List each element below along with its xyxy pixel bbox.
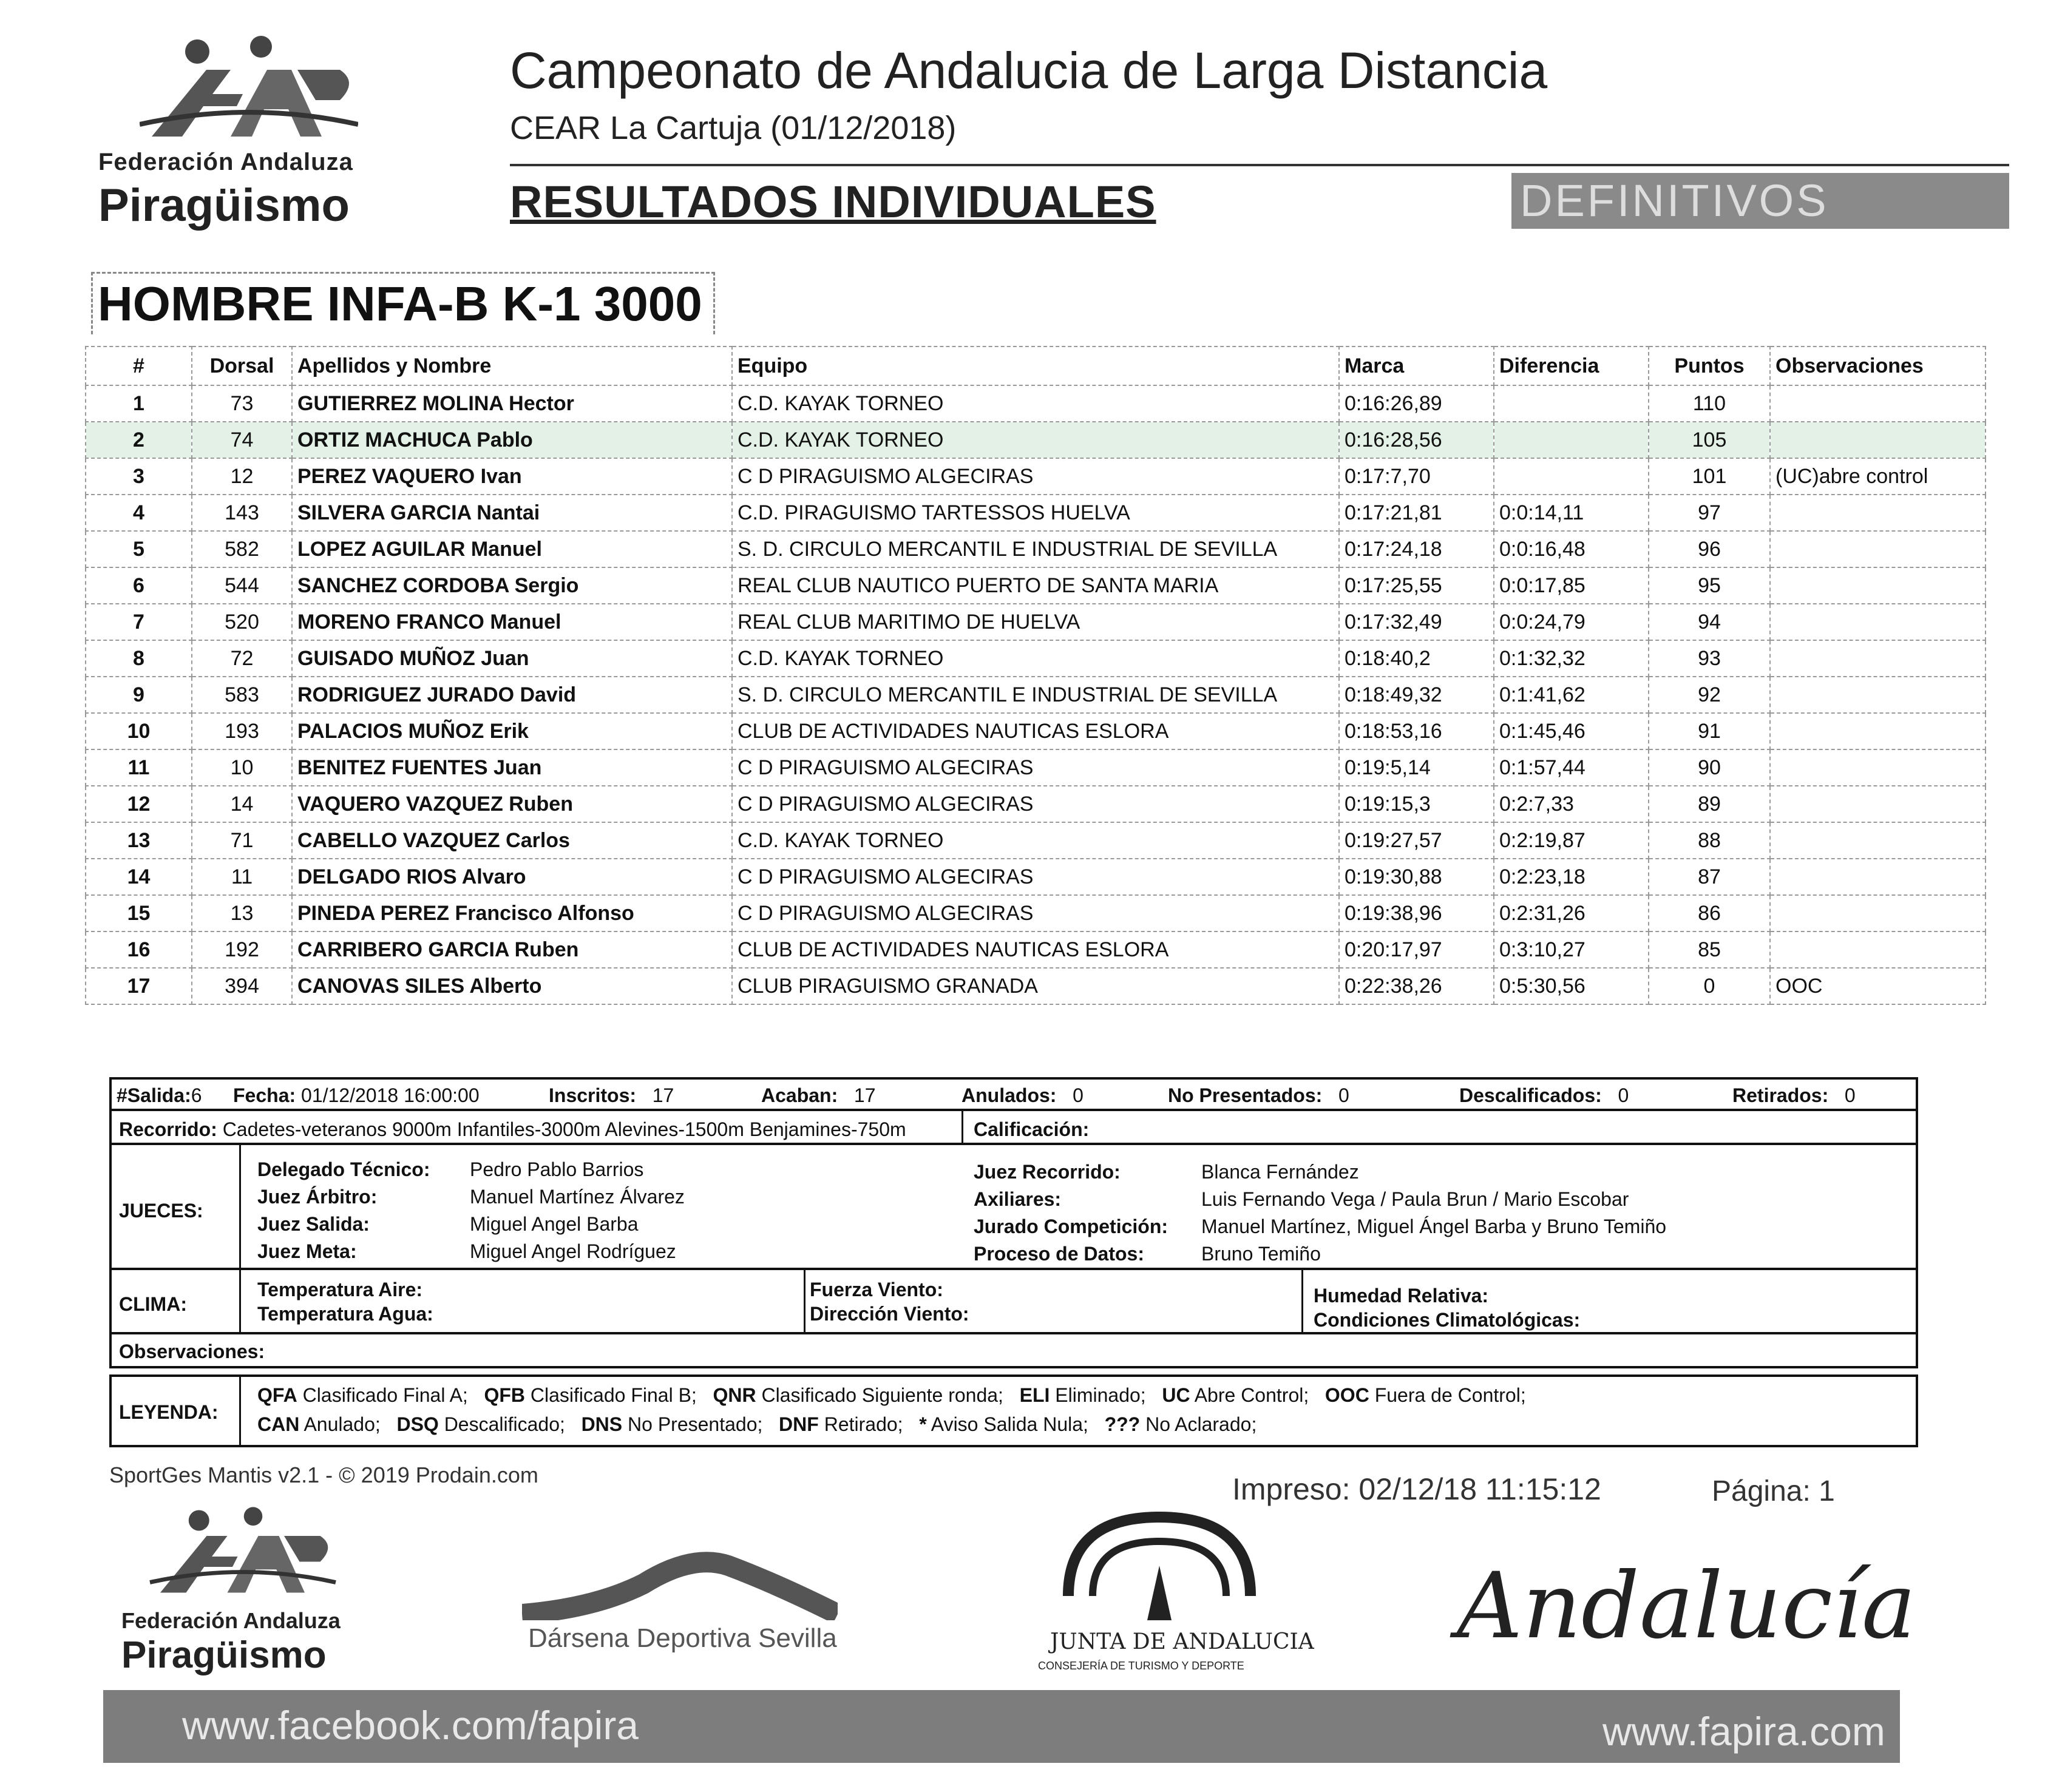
cell-points: 90 <box>1649 749 1770 786</box>
cell-name: SILVERA GARCIA Nantai <box>292 495 732 531</box>
direccion-viento-label: Dirección Viento: <box>810 1303 969 1325</box>
fap-logo <box>91 33 407 234</box>
legend-code-dns: DNS <box>581 1413 623 1435</box>
cell-points: 94 <box>1649 604 1770 640</box>
cell-name: PEREZ VAQUERO Ivan <box>292 458 732 495</box>
legend-desc-asterisk: Aviso Salida Nula; <box>931 1413 1088 1435</box>
col-header-name: Apellidos y Nombre <box>292 347 732 385</box>
fap-logo-footer-mark <box>146 1505 340 1608</box>
recorrido-box <box>109 1109 1918 1145</box>
cell-name: GUTIERREZ MOLINA Hector <box>292 385 732 422</box>
inscritos-label: Inscritos: <box>549 1084 637 1106</box>
junta-consejeria-text: CONSEJERÍA DE TURISMO Y DEPORTE <box>1038 1660 1244 1672</box>
table-row <box>86 895 1986 932</box>
cell-time: 0:17:25,55 <box>1339 567 1494 604</box>
printed-timestamp: Impreso: 02/12/18 11:15:12 <box>1232 1472 1601 1506</box>
footer-logo-federacion-text: Federación Andaluza <box>121 1608 341 1633</box>
cell-time: 0:17:21,81 <box>1339 495 1494 531</box>
legend-code-dsq: DSQ <box>396 1413 439 1435</box>
legend-desc-qnr: Clasificado Siguiente ronda; <box>761 1384 1003 1406</box>
cell-position: 3 <box>86 458 192 495</box>
retirados-label: Retirados: <box>1732 1084 1829 1106</box>
cell-team: CLUB DE ACTIVIDADES NAUTICAS ESLORA <box>732 713 1339 749</box>
cell-points: 89 <box>1649 786 1770 822</box>
juez-meta-value: Miguel Angel Rodríguez <box>470 1240 676 1262</box>
table-row <box>86 531 1986 567</box>
table-row <box>86 749 1986 786</box>
page-number: Página: 1 <box>1712 1475 1835 1507</box>
cell-dorsal: 73 <box>192 385 292 422</box>
cell-observations <box>1770 531 1986 567</box>
cell-difference: 0:0:14,11 <box>1494 495 1649 531</box>
cell-dorsal: 394 <box>192 968 292 1004</box>
cell-name: LOPEZ AGUILAR Manuel <box>292 531 732 567</box>
legend-code-asterisk: * <box>919 1413 927 1435</box>
cell-points: 110 <box>1649 385 1770 422</box>
table-row <box>86 604 1986 640</box>
cell-observations <box>1770 385 1986 422</box>
legend-desc-uc: Abre Control; <box>1194 1384 1309 1406</box>
cell-difference: 0:0:24,79 <box>1494 604 1649 640</box>
cell-team: C D PIRAGUISMO ALGECIRAS <box>732 458 1339 495</box>
cell-observations <box>1770 713 1986 749</box>
darsena-logo <box>522 1541 838 1663</box>
retirados-value: 0 <box>1844 1084 1856 1106</box>
cell-observations <box>1770 786 1986 822</box>
cell-team: CLUB DE ACTIVIDADES NAUTICAS ESLORA <box>732 932 1339 968</box>
cell-position: 5 <box>86 531 192 567</box>
clima-divider-2 <box>804 1270 805 1334</box>
cell-position: 15 <box>86 895 192 932</box>
table-row <box>86 495 1986 531</box>
no-presentados-value: 0 <box>1338 1084 1349 1106</box>
cell-position: 10 <box>86 713 192 749</box>
legend-code-qnr: QNR <box>713 1384 756 1406</box>
clima-box <box>109 1268 1918 1334</box>
cell-difference: 0:2:7,33 <box>1494 786 1649 822</box>
cell-team: C D PIRAGUISMO ALGECIRAS <box>732 895 1339 932</box>
cell-dorsal: 10 <box>192 749 292 786</box>
acaban-label: Acaban: <box>761 1084 838 1106</box>
category-title: HOMBRE INFA-B K-1 3000 <box>91 272 715 334</box>
cell-points: 86 <box>1649 895 1770 932</box>
cell-dorsal: 13 <box>192 895 292 932</box>
cell-difference: 0:2:23,18 <box>1494 859 1649 895</box>
facebook-link[interactable]: www.facebook.com/fapira <box>182 1703 639 1748</box>
legend-desc-eli: Eliminado; <box>1055 1384 1146 1406</box>
cell-points: 91 <box>1649 713 1770 749</box>
cell-name: MORENO FRANCO Manuel <box>292 604 732 640</box>
junta-name-text: JUNTA DE ANDALUCIA <box>1050 1629 1314 1654</box>
leyenda-line-2 <box>257 1413 1257 1436</box>
cell-dorsal: 582 <box>192 531 292 567</box>
cell-position: 14 <box>86 859 192 895</box>
cell-dorsal: 72 <box>192 640 292 677</box>
cell-points: 105 <box>1649 422 1770 458</box>
cell-team: C D PIRAGUISMO ALGECIRAS <box>732 749 1339 786</box>
results-heading: RESULTADOS INDIVIDUALES <box>510 177 1156 227</box>
cell-name: DELGADO RIOS Alvaro <box>292 859 732 895</box>
cell-points: 97 <box>1649 495 1770 531</box>
cell-points: 0 <box>1649 968 1770 1004</box>
cell-position: 17 <box>86 968 192 1004</box>
condiciones-climatologicas-label: Condiciones Climatológicas: <box>1314 1309 1581 1331</box>
cell-name: GUISADO MUÑOZ Juan <box>292 640 732 677</box>
no-presentados-field <box>1168 1084 1349 1107</box>
cell-name: BENITEZ FUENTES Juan <box>292 749 732 786</box>
cell-position: 16 <box>86 932 192 968</box>
cell-position: 4 <box>86 495 192 531</box>
cell-position: 11 <box>86 749 192 786</box>
cell-position: 7 <box>86 604 192 640</box>
legend-desc-unclear: No Aclarado; <box>1145 1413 1257 1435</box>
clima-label: CLIMA: <box>119 1293 187 1315</box>
cell-time: 0:19:15,3 <box>1339 786 1494 822</box>
jueces-divider <box>239 1145 241 1270</box>
fecha-value: 01/12/2018 16:00:00 <box>301 1084 480 1106</box>
cell-points: 85 <box>1649 932 1770 968</box>
cell-time: 0:16:26,89 <box>1339 385 1494 422</box>
cell-observations <box>1770 895 1986 932</box>
cell-difference <box>1494 422 1649 458</box>
cell-observations <box>1770 604 1986 640</box>
salida-field <box>117 1084 202 1107</box>
cell-team: S. D. CIRCULO MERCANTIL E INDUSTRIAL DE SEVILLA <box>732 531 1339 567</box>
cell-dorsal: 544 <box>192 567 292 604</box>
cell-position: 1 <box>86 385 192 422</box>
junta-emblem-icon <box>1056 1505 1263 1626</box>
cell-name: SANCHEZ CORDOBA Sergio <box>292 567 732 604</box>
acaban-value: 17 <box>853 1084 876 1106</box>
cell-position: 2 <box>86 422 192 458</box>
cell-team: C.D. PIRAGUISMO TARTESSOS HUELVA <box>732 495 1339 531</box>
col-header-time: Marca <box>1339 347 1494 385</box>
fuerza-viento-label: Fuerza Viento: <box>810 1279 943 1300</box>
legend-code-qfb: QFB <box>484 1384 526 1406</box>
table-row <box>86 640 1986 677</box>
cell-observations <box>1770 932 1986 968</box>
cell-team: C D PIRAGUISMO ALGECIRAS <box>732 859 1339 895</box>
footer-logo-piraguismo-text: Piragüismo <box>121 1634 327 1676</box>
cell-points: 101 <box>1649 458 1770 495</box>
juez-recorrido-label: Juez Recorrido: <box>974 1161 1121 1183</box>
cell-time: 0:18:40,2 <box>1339 640 1494 677</box>
table-row <box>86 822 1986 859</box>
cell-dorsal: 74 <box>192 422 292 458</box>
proceso-datos-label: Proceso de Datos: <box>974 1243 1144 1265</box>
legend-desc-dns: No Presentado; <box>628 1413 763 1435</box>
juez-meta-label: Juez Meta: <box>257 1240 357 1262</box>
cell-observations <box>1770 640 1986 677</box>
table-row <box>86 932 1986 968</box>
recorrido-value: Cadetes-veteranos 9000m Infantiles-3000m Alevines-1500m Benjamines-750m <box>222 1118 906 1140</box>
cell-difference: 0:1:57,44 <box>1494 749 1649 786</box>
auxiliares-value: Luis Fernando Vega / Paula Brun / Mario Escobar <box>1201 1188 1629 1210</box>
cell-dorsal: 71 <box>192 822 292 859</box>
col-header-dorsal: Dorsal <box>192 347 292 385</box>
cell-time: 0:19:38,96 <box>1339 895 1494 932</box>
cell-time: 0:19:30,88 <box>1339 859 1494 895</box>
table-header-row <box>86 347 1986 385</box>
proceso-datos-value: Bruno Temiño <box>1201 1243 1321 1265</box>
cell-time: 0:18:49,32 <box>1339 677 1494 713</box>
recorrido-field <box>119 1118 906 1141</box>
cell-name: PINEDA PEREZ Francisco Alfonso <box>292 895 732 932</box>
clima-divider-1 <box>239 1270 241 1334</box>
cell-name: VAQUERO VAZQUEZ Ruben <box>292 786 732 822</box>
cell-team: C D PIRAGUISMO ALGECIRAS <box>732 786 1339 822</box>
jueces-box <box>109 1143 1918 1270</box>
descalificados-field <box>1459 1084 1629 1107</box>
fap-logo-footer <box>121 1505 382 1687</box>
juez-arbitro-label: Juez Árbitro: <box>257 1186 378 1208</box>
juez-salida-label: Juez Salida: <box>257 1213 370 1235</box>
cell-dorsal: 192 <box>192 932 292 968</box>
cell-dorsal: 14 <box>192 786 292 822</box>
cell-points: 95 <box>1649 567 1770 604</box>
legend-code-unclear: ??? <box>1104 1413 1141 1435</box>
cell-observations <box>1770 567 1986 604</box>
cell-points: 88 <box>1649 822 1770 859</box>
cell-observations <box>1770 859 1986 895</box>
col-header-position: # <box>86 347 192 385</box>
cell-dorsal: 12 <box>192 458 292 495</box>
col-header-points: Puntos <box>1649 347 1770 385</box>
leyenda-line-1 <box>257 1384 1526 1407</box>
cell-observations <box>1770 422 1986 458</box>
leyenda-divider <box>239 1377 241 1447</box>
cell-difference: 0:2:31,26 <box>1494 895 1649 932</box>
cell-observations: OOC <box>1770 968 1986 1004</box>
col-header-observations: Observaciones <box>1770 347 1986 385</box>
cell-team: S. D. CIRCULO MERCANTIL E INDUSTRIAL DE SEVILLA <box>732 677 1339 713</box>
cell-time: 0:19:27,57 <box>1339 822 1494 859</box>
table-row <box>86 713 1986 749</box>
table-row <box>86 786 1986 822</box>
col-header-difference: Diferencia <box>1494 347 1649 385</box>
andalucia-brand-logo: Andalucía <box>1457 1554 1916 1659</box>
fap-logo-mark <box>140 33 358 155</box>
cell-time: 0:17:7,70 <box>1339 458 1494 495</box>
championship-title: Campeonato de Andalucia de Larga Distancia <box>510 42 1548 99</box>
clima-divider-3 <box>1301 1270 1303 1334</box>
cell-time: 0:20:17,97 <box>1339 932 1494 968</box>
cell-team: REAL CLUB MARITIMO DE HUELVA <box>732 604 1339 640</box>
cell-difference: 0:1:41,62 <box>1494 677 1649 713</box>
no-presentados-label: No Presentados: <box>1168 1084 1323 1106</box>
cell-name: RODRIGUEZ JURADO David <box>292 677 732 713</box>
cell-difference: 0:3:10,27 <box>1494 932 1649 968</box>
observaciones-box <box>109 1332 1918 1368</box>
cell-team: C.D. KAYAK TORNEO <box>732 822 1339 859</box>
website-link[interactable]: www.fapira.com <box>1602 1709 1885 1754</box>
fecha-field <box>233 1084 480 1107</box>
header-divider <box>510 164 2009 166</box>
legend-desc-qfb: Clasificado Final B; <box>530 1384 697 1406</box>
inscritos-field <box>549 1084 674 1107</box>
legend-code-dnf: DNF <box>779 1413 819 1435</box>
descalificados-value: 0 <box>1618 1084 1629 1106</box>
venue-date: CEAR La Cartuja (01/12/2018) <box>510 110 957 146</box>
recorrido-divider <box>961 1111 963 1145</box>
cell-team: C.D. KAYAK TORNEO <box>732 422 1339 458</box>
cell-time: 0:18:53,16 <box>1339 713 1494 749</box>
status-badge: DEFINITIVOS <box>1511 173 2009 229</box>
inscritos-value: 17 <box>652 1084 674 1106</box>
legend-code-eli: ELI <box>1019 1384 1050 1406</box>
cell-observations <box>1770 495 1986 531</box>
legend-desc-can: Anulado; <box>304 1413 381 1435</box>
anulados-label: Anulados: <box>961 1084 1057 1106</box>
observaciones-label: Observaciones: <box>119 1341 265 1362</box>
cell-team: REAL CLUB NAUTICO PUERTO DE SANTA MARIA <box>732 567 1339 604</box>
cell-points: 92 <box>1649 677 1770 713</box>
anulados-field <box>961 1084 1084 1107</box>
retirados-field <box>1732 1084 1856 1107</box>
humedad-relativa-label: Humedad Relativa: <box>1314 1285 1489 1307</box>
jurado-competicion-value: Manuel Martínez, Miguel Ángel Barba y Bruno Temiño <box>1201 1216 1667 1237</box>
cell-name: PALACIOS MUÑOZ Erik <box>292 713 732 749</box>
table-row <box>86 458 1986 495</box>
cell-points: 87 <box>1649 859 1770 895</box>
cell-name: CARRIBERO GARCIA Ruben <box>292 932 732 968</box>
junta-andalucia-logo <box>1032 1505 1314 1687</box>
cell-time: 0:17:24,18 <box>1339 531 1494 567</box>
logo-federacion-text: Federación Andaluza <box>98 149 353 175</box>
cell-time: 0:17:32,49 <box>1339 604 1494 640</box>
cell-observations <box>1770 822 1986 859</box>
cell-time: 0:19:5,14 <box>1339 749 1494 786</box>
col-header-team: Equipo <box>732 347 1339 385</box>
cell-team: C.D. KAYAK TORNEO <box>732 385 1339 422</box>
cell-name: CABELLO VAZQUEZ Carlos <box>292 822 732 859</box>
table-row <box>86 422 1986 458</box>
cell-difference: 0:1:32,32 <box>1494 640 1649 677</box>
cell-points: 96 <box>1649 531 1770 567</box>
delegado-tecnico-label: Delegado Técnico: <box>257 1158 430 1180</box>
cell-dorsal: 143 <box>192 495 292 531</box>
recorrido-label: Recorrido: <box>119 1118 217 1140</box>
cell-name: CANOVAS SILES Alberto <box>292 968 732 1004</box>
cell-difference <box>1494 458 1649 495</box>
legend-code-can: CAN <box>257 1413 300 1435</box>
table-row <box>86 859 1986 895</box>
table-row <box>86 677 1986 713</box>
juez-salida-value: Miguel Angel Barba <box>470 1213 639 1235</box>
jueces-label: JUECES: <box>119 1200 203 1222</box>
leyenda-box <box>109 1374 1918 1447</box>
salida-value: 6 <box>191 1084 202 1106</box>
darsena-text: Dársena Deportiva Sevilla <box>528 1623 837 1653</box>
cell-observations: (UC)abre control <box>1770 458 1986 495</box>
table-row <box>86 567 1986 604</box>
juez-recorrido-value: Blanca Fernández <box>1201 1161 1359 1183</box>
temperatura-agua-label: Temperatura Agua: <box>257 1303 433 1325</box>
cell-difference <box>1494 385 1649 422</box>
cell-position: 9 <box>86 677 192 713</box>
cell-difference: 0:1:45,46 <box>1494 713 1649 749</box>
juez-arbitro-value: Manuel Martínez Álvarez <box>470 1186 685 1208</box>
jurado-competicion-label: Jurado Competición: <box>974 1216 1168 1237</box>
auxiliares-label: Axiliares: <box>974 1188 1062 1210</box>
logo-piraguismo-text: Piragüismo <box>98 180 350 231</box>
legend-desc-dnf: Retirado; <box>824 1413 903 1435</box>
descalificados-label: Descalificados: <box>1459 1084 1602 1106</box>
table-row <box>86 385 1986 422</box>
legend-desc-dsq: Descalificado; <box>444 1413 565 1435</box>
cell-position: 13 <box>86 822 192 859</box>
cell-points: 93 <box>1649 640 1770 677</box>
cell-difference: 0:0:17,85 <box>1494 567 1649 604</box>
cell-difference: 0:5:30,56 <box>1494 968 1649 1004</box>
delegado-tecnico-value: Pedro Pablo Barrios <box>470 1158 644 1180</box>
cell-position: 8 <box>86 640 192 677</box>
anulados-value: 0 <box>1073 1084 1084 1106</box>
cell-dorsal: 583 <box>192 677 292 713</box>
darsena-wave-icon <box>522 1541 838 1620</box>
cell-team: CLUB PIRAGUISMO GRANADA <box>732 968 1339 1004</box>
cell-name: ORTIZ MACHUCA Pablo <box>292 422 732 458</box>
legend-desc-qfa: Clasificado Final A; <box>302 1384 468 1406</box>
leyenda-label: LEYENDA: <box>119 1401 219 1423</box>
fecha-label: Fecha: <box>233 1084 296 1106</box>
legend-code-uc: UC <box>1162 1384 1190 1406</box>
cell-observations <box>1770 677 1986 713</box>
cell-position: 6 <box>86 567 192 604</box>
cell-observations <box>1770 749 1986 786</box>
cell-team: C.D. KAYAK TORNEO <box>732 640 1339 677</box>
table-row <box>86 968 1986 1004</box>
calificacion-label: Calificación: <box>974 1118 1090 1140</box>
cell-dorsal: 11 <box>192 859 292 895</box>
temperatura-aire-label: Temperatura Aire: <box>257 1279 423 1300</box>
results-table <box>85 346 1986 1005</box>
legend-code-ooc: OOC <box>1324 1384 1369 1406</box>
salida-label: #Salida: <box>117 1084 191 1106</box>
stats-box <box>109 1077 1918 1111</box>
cell-time: 0:22:38,26 <box>1339 968 1494 1004</box>
legend-code-qfa: QFA <box>257 1384 297 1406</box>
cell-position: 12 <box>86 786 192 822</box>
cell-time: 0:16:28,56 <box>1339 422 1494 458</box>
acaban-field <box>761 1084 876 1107</box>
cell-difference: 0:0:16,48 <box>1494 531 1649 567</box>
cell-dorsal: 520 <box>192 604 292 640</box>
cell-difference: 0:2:19,87 <box>1494 822 1649 859</box>
software-credit: SportGes Mantis v2.1 - © 2019 Prodain.com <box>109 1462 538 1487</box>
legend-desc-ooc: Fuera de Control; <box>1374 1384 1526 1406</box>
cell-dorsal: 193 <box>192 713 292 749</box>
